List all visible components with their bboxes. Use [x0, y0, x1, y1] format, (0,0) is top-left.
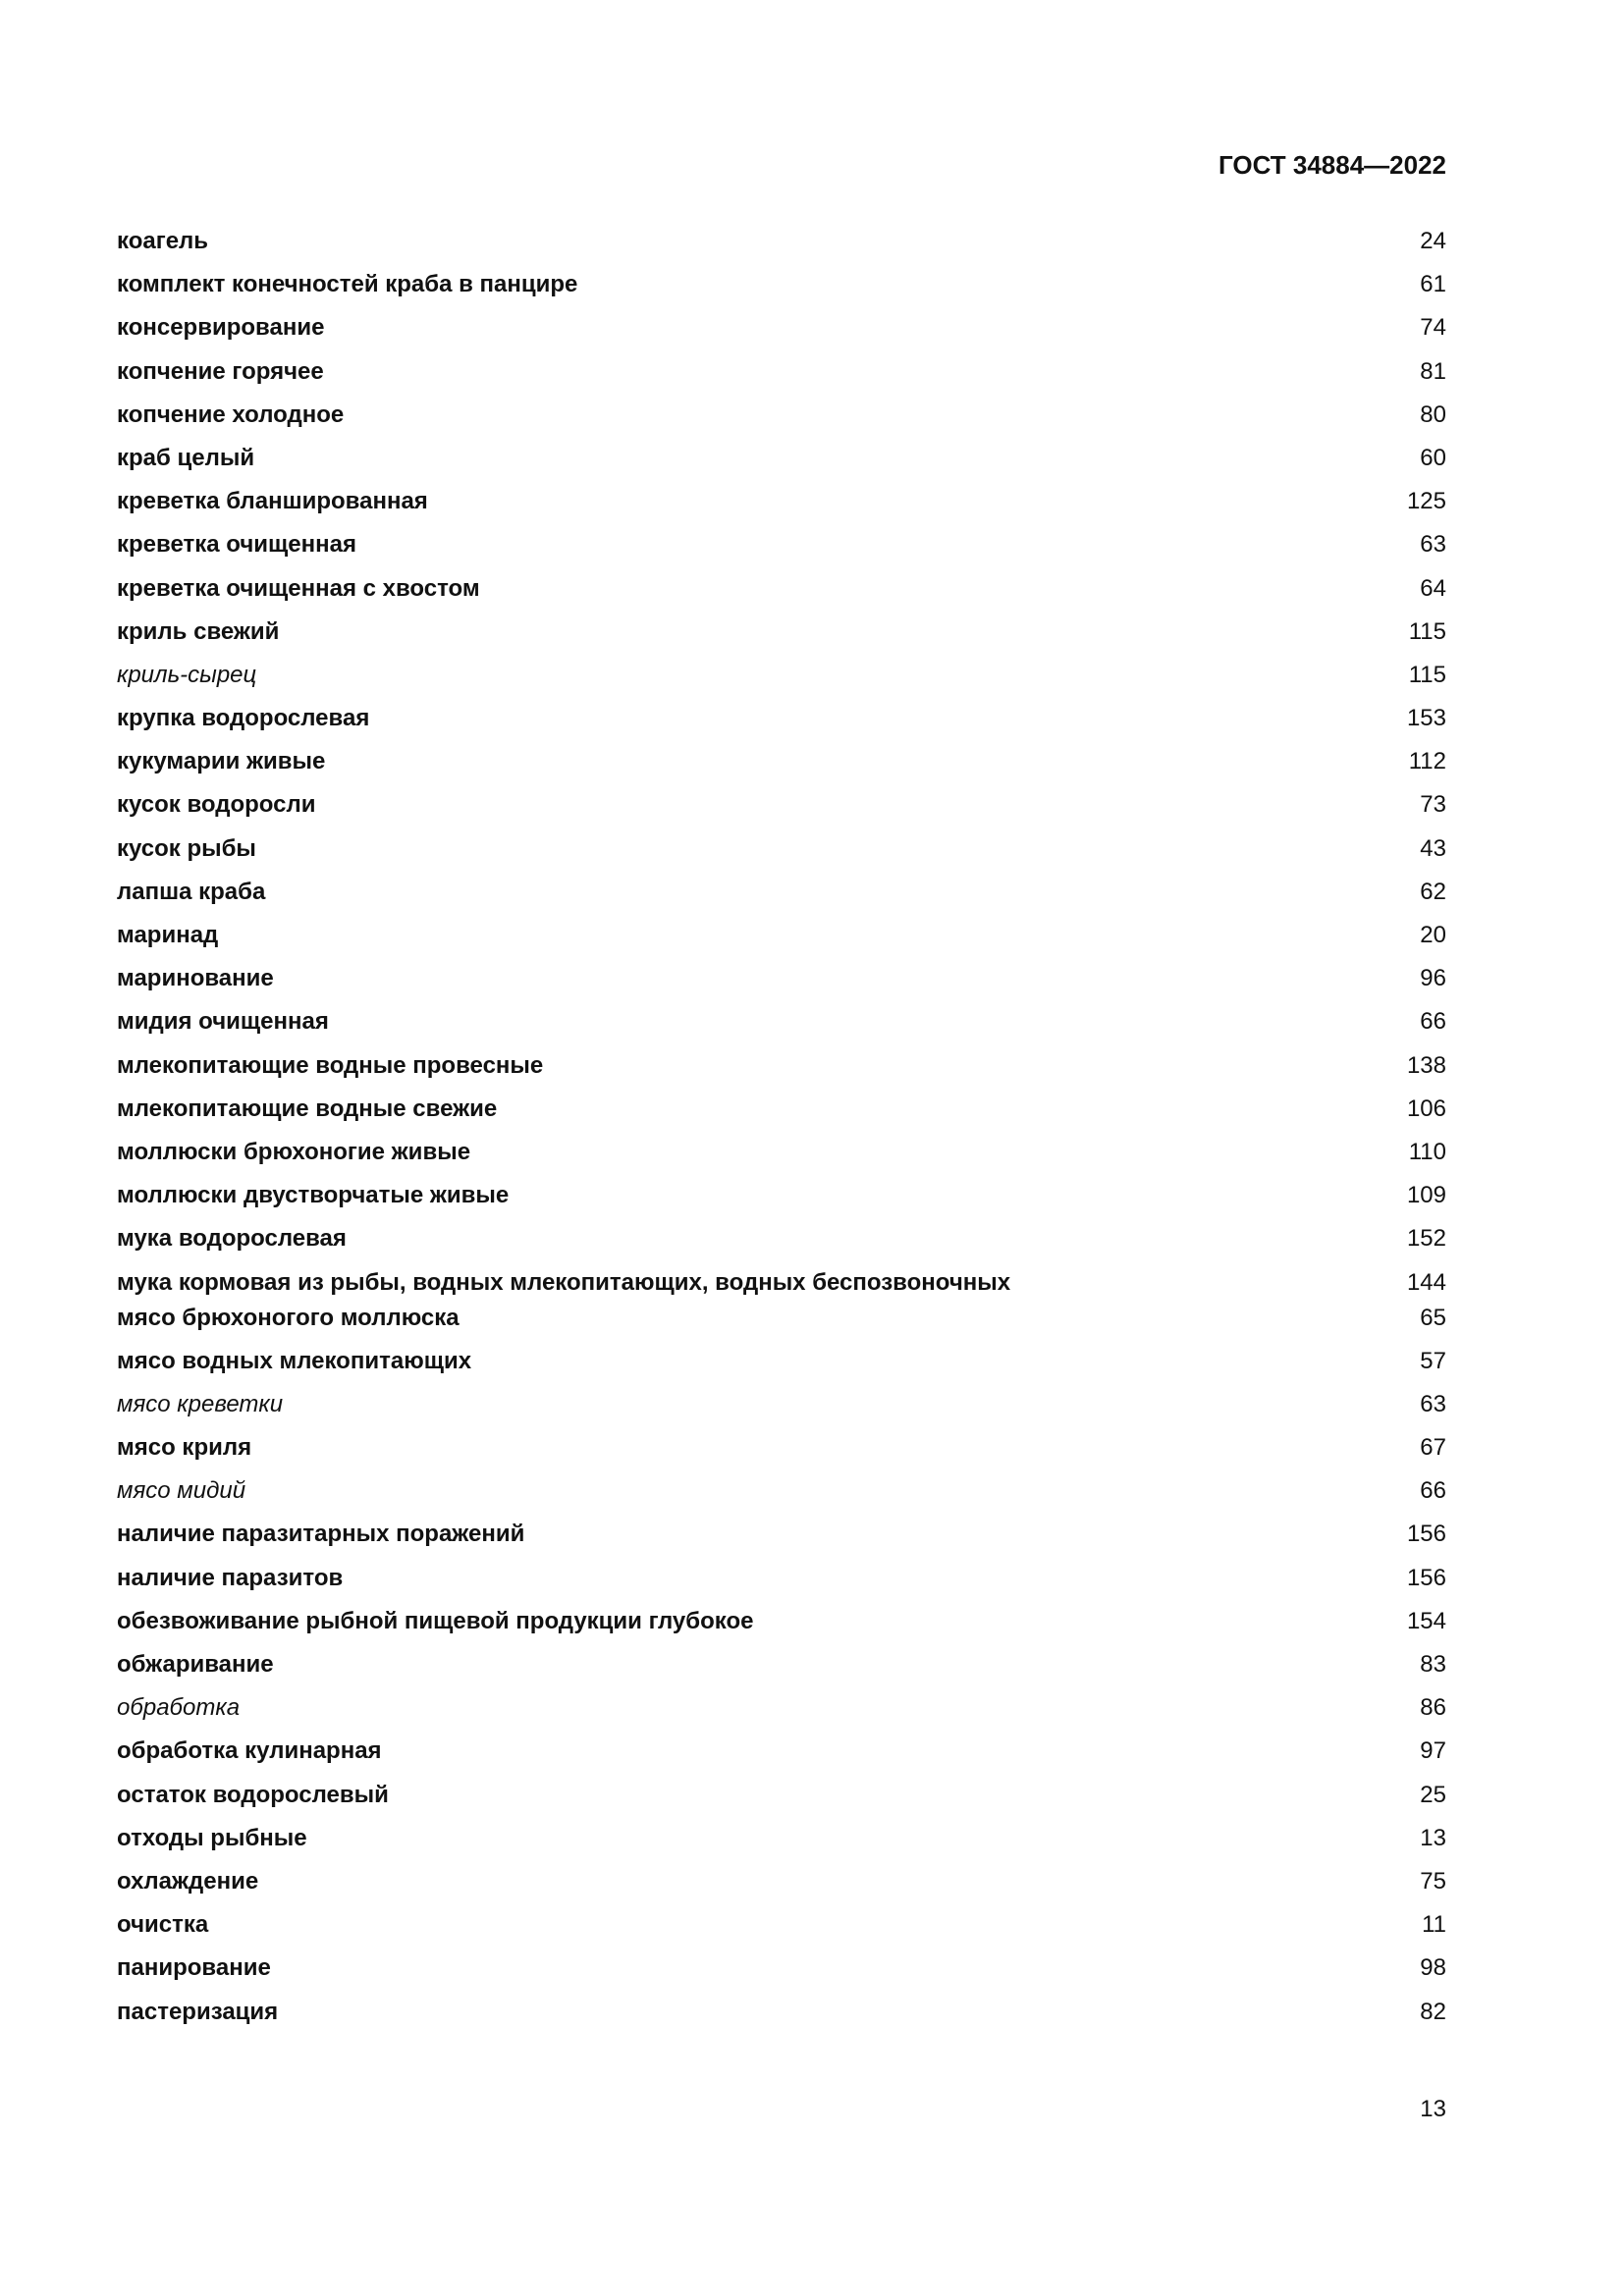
- index-term-number: 24: [1420, 228, 1446, 254]
- index-term: охлаждение: [117, 1867, 259, 1895]
- index-term-number: 65: [1420, 1304, 1446, 1331]
- index-entry: [117, 790, 1446, 833]
- index-term: наличие паразитарных поражений: [117, 1521, 525, 1548]
- index-term: копчение холодное: [117, 400, 345, 428]
- index-term: млекопитающие водные свежие: [117, 1095, 498, 1122]
- index-entry: [117, 1095, 1446, 1138]
- index-term: креветка очищенная с хвостом: [117, 574, 480, 602]
- index-entry: [117, 1007, 1446, 1050]
- index-term-number: 43: [1420, 834, 1446, 862]
- index-term-number: 66: [1420, 1008, 1446, 1036]
- index-term-number: 64: [1420, 574, 1446, 602]
- index-entry: [117, 1564, 1446, 1607]
- index-entry: [117, 1224, 1446, 1267]
- index-entry: [117, 1390, 1446, 1433]
- index-entry: [117, 1998, 1446, 2041]
- index-term: моллюски двустворчатые живые: [117, 1182, 510, 1209]
- index-entry: [117, 530, 1446, 573]
- index-term-number: 97: [1420, 1737, 1446, 1765]
- index-entry: [117, 1181, 1446, 1224]
- index-entry: [117, 227, 1446, 270]
- index-term: консервирование: [117, 314, 325, 342]
- index-term-number: 156: [1406, 1521, 1446, 1548]
- index-term: мясо криля: [117, 1434, 252, 1462]
- index-entry: [117, 574, 1446, 617]
- index-term-number: 86: [1420, 1694, 1446, 1722]
- index-term: краб целый: [117, 444, 255, 471]
- index-entry: [117, 1736, 1446, 1780]
- index-term: панирование: [117, 1954, 271, 1982]
- index-term: мясо водных млекопитающих: [117, 1347, 472, 1374]
- index-term-number: 153: [1406, 705, 1446, 732]
- index-term: креветка очищенная: [117, 531, 356, 559]
- index-term-number: 63: [1420, 1390, 1446, 1417]
- index-term: пастеризация: [117, 1998, 279, 2025]
- index-term: кусок водоросли: [117, 791, 316, 819]
- index-entry: [117, 1867, 1446, 1910]
- index-term-number: 20: [1420, 922, 1446, 948]
- index-term: крупка водорослевая: [117, 705, 370, 732]
- index-term: копчение горячее: [117, 357, 324, 385]
- index-entry: [117, 878, 1446, 921]
- index-term: обезвоживание рыбной пищевой продукции глубокое: [117, 1607, 754, 1634]
- index-term: мясо брюхоногого моллюска: [117, 1304, 460, 1331]
- index-entry: [117, 1433, 1446, 1476]
- index-entry: [117, 1138, 1446, 1181]
- index-term: маринование: [117, 965, 274, 992]
- index-term: обработка: [117, 1694, 241, 1722]
- index-term-number: 144: [1406, 1268, 1446, 1296]
- index-term-number: 74: [1420, 314, 1446, 342]
- index-term-number: 63: [1420, 531, 1446, 559]
- index-term: очистка: [117, 1911, 209, 1939]
- index-term-number: 66: [1420, 1477, 1446, 1505]
- index-term: криль свежий: [117, 617, 280, 645]
- index-entry: [117, 964, 1446, 1007]
- index-entry: [117, 1953, 1446, 1997]
- index-term: кусок рыбы: [117, 834, 256, 862]
- index-entry: [117, 747, 1446, 790]
- index-term-number: 152: [1406, 1225, 1446, 1253]
- index-term-number: 57: [1420, 1347, 1446, 1374]
- index-entry: [117, 1051, 1446, 1095]
- index-entry: [117, 1781, 1446, 1824]
- index-term-number: 138: [1406, 1051, 1446, 1079]
- index-term-number: 115: [1408, 617, 1446, 645]
- index-term-number: 115: [1408, 661, 1446, 688]
- index-entry: [117, 487, 1446, 530]
- index-term: коагель: [117, 228, 209, 254]
- index-term: маринад: [117, 922, 219, 948]
- index-term-number: 81: [1420, 357, 1446, 385]
- index-term-number: 83: [1420, 1651, 1446, 1678]
- index-term-number: 67: [1420, 1434, 1446, 1462]
- page-number: 13: [1420, 2096, 1446, 2122]
- index-entry: [117, 1347, 1446, 1390]
- index-entry: [117, 921, 1446, 964]
- index-term-number: 62: [1420, 878, 1446, 905]
- index-term-number: 60: [1420, 444, 1446, 471]
- index-term-number: 61: [1420, 271, 1446, 298]
- index-term: наличие паразитов: [117, 1564, 344, 1591]
- index-term: остаток водорослевый: [117, 1781, 389, 1808]
- index-term-number: 13: [1420, 1824, 1446, 1851]
- index-entry: [117, 1650, 1446, 1693]
- index-entry: [117, 444, 1446, 487]
- index-entry: [117, 400, 1446, 444]
- index-term: мясо мидий: [117, 1477, 246, 1505]
- index-entry: [117, 1910, 1446, 1953]
- index-term-number: 109: [1406, 1182, 1446, 1209]
- index-entry: [117, 1304, 1446, 1347]
- index-term: отходы рыбные: [117, 1824, 307, 1851]
- index-entry: [117, 661, 1446, 704]
- index-term-number: 106: [1406, 1095, 1446, 1122]
- index-term: комплект конечностей краба в панцире: [117, 271, 578, 298]
- index-term-number: 125: [1406, 488, 1446, 515]
- index-term: млекопитающие водные провесные: [117, 1051, 544, 1079]
- index-term: кукумарии живые: [117, 748, 326, 775]
- index-term-number: 112: [1408, 748, 1446, 775]
- index-term-number: 154: [1406, 1607, 1446, 1634]
- index-term: обработка кулинарная: [117, 1737, 382, 1765]
- index-entry: [117, 1693, 1446, 1736]
- index-term-number: 110: [1408, 1138, 1446, 1165]
- index-entry: [117, 834, 1446, 878]
- index-term-number: 156: [1406, 1564, 1446, 1591]
- index-term-number: 80: [1420, 400, 1446, 428]
- alphabetical-index: [117, 227, 1446, 2041]
- index-entry: [117, 270, 1446, 313]
- document-header: ГОСТ 34884—2022: [1218, 150, 1446, 180]
- index-entry: [117, 1268, 1446, 1304]
- index-entry: [117, 617, 1446, 661]
- index-entry: [117, 313, 1446, 356]
- index-term: мидия очищенная: [117, 1008, 329, 1036]
- index-term: мясо креветки: [117, 1390, 284, 1417]
- index-term-number: 11: [1422, 1911, 1446, 1939]
- index-entry: [117, 1607, 1446, 1650]
- index-entry: [117, 1476, 1446, 1520]
- index-term: креветка бланшированная: [117, 488, 428, 515]
- index-term: криль-сырец: [117, 661, 257, 688]
- index-entry: [117, 704, 1446, 747]
- index-term: мука кормовая из рыбы, водных млекопитающих, водных беспозвоночных: [117, 1268, 1011, 1296]
- index-term: лапша краба: [117, 878, 266, 905]
- index-entry: [117, 1520, 1446, 1563]
- index-term-number: 98: [1420, 1954, 1446, 1982]
- index-term-number: 82: [1420, 1998, 1446, 2025]
- index-entry: [117, 357, 1446, 400]
- index-term: моллюски брюхоногие живые: [117, 1138, 471, 1165]
- index-term: обжаривание: [117, 1651, 274, 1678]
- index-term-number: 75: [1420, 1867, 1446, 1895]
- index-term-number: 73: [1420, 791, 1446, 819]
- index-entry: [117, 1824, 1446, 1867]
- index-term: мука водорослевая: [117, 1225, 347, 1253]
- index-term-number: 25: [1420, 1781, 1446, 1808]
- index-term-number: 96: [1420, 965, 1446, 992]
